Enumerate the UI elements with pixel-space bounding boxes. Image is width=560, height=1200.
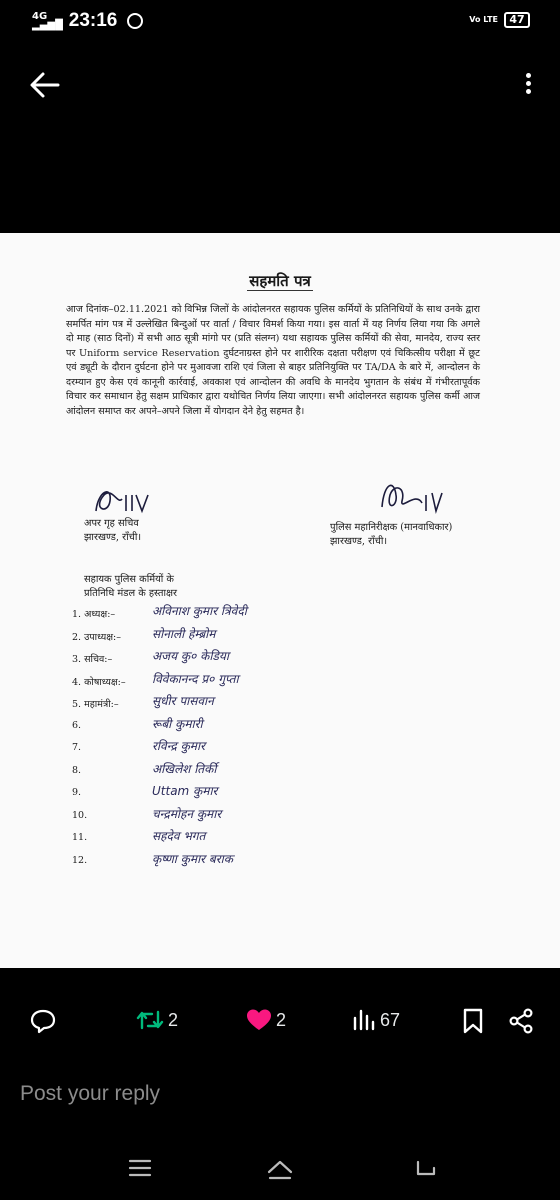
network-indicator	[32, 12, 63, 30]
back-arrow-icon[interactable]	[28, 68, 62, 102]
network-label: 4G	[32, 11, 48, 22]
like-count: 2	[276, 1009, 287, 1030]
share-button[interactable]	[508, 1008, 534, 1034]
whatsapp-icon	[127, 13, 143, 29]
handwritten-signature: अजय कु० केडिया	[152, 649, 229, 663]
bookmark-icon	[462, 1008, 484, 1034]
list-item: 12. कृष्णा कुमार बराक	[72, 851, 233, 866]
list-item: 7. रविन्द्र कुमार	[72, 739, 205, 753]
like-button[interactable]	[246, 1008, 286, 1032]
back-nav-icon[interactable]	[410, 1154, 438, 1182]
handwritten-signature: सुधीर पासवान	[152, 694, 214, 708]
battery-icon: 47	[504, 12, 530, 28]
reply-button[interactable]	[30, 1008, 56, 1034]
views-chart-icon	[352, 1008, 376, 1032]
retweet-count: 2	[168, 1009, 179, 1030]
list-item: 9. Uttam कुमार	[72, 784, 218, 798]
retweet-icon	[136, 1008, 164, 1032]
clock: 23:16	[68, 10, 118, 31]
post-action-bar	[0, 1000, 560, 1044]
handwritten-signature: अखिलेश तिर्की	[152, 761, 217, 776]
handwritten-signature: विवेकानन्द प्र० गुप्ता	[152, 671, 239, 686]
handwritten-signature: अविनाश कुमार त्रिवेदी	[152, 604, 247, 618]
more-options-icon[interactable]	[522, 70, 534, 104]
home-icon[interactable]	[266, 1154, 294, 1182]
views-button[interactable]	[352, 1008, 400, 1032]
document-title: सहमति पत्र	[249, 272, 311, 290]
heart-icon	[246, 1008, 272, 1032]
list-item: 8. अखिलेश तिर्की	[72, 761, 217, 776]
volte-indicator: Vo LTE	[469, 15, 498, 24]
list-item: 5. महामंत्री:– सुधीर पासवान	[72, 694, 214, 710]
right-signatory: पुलिस महानिरीक्षक (मानवाधिकार) झारखण्ड, राँची।	[330, 522, 453, 547]
left-signatory: अपर गृह सचिव झारखण्ड, राँची।	[84, 518, 142, 543]
handwritten-signature: सहदेव भगत	[152, 829, 206, 843]
signal-icon: ▂▄▆█	[32, 20, 63, 31]
right-signature	[372, 477, 452, 521]
handwritten-signature: सोनाली हेम्ब्रोम	[152, 626, 216, 641]
list-item: 3. सचिव:– अजय कु० केडिया	[72, 649, 229, 665]
list-item: 11. सहदेव भगत	[72, 829, 206, 843]
reply-icon	[30, 1008, 56, 1034]
view-count: 67	[380, 1009, 401, 1030]
reply-input[interactable]: Post your reply	[20, 1082, 161, 1105]
left-signature	[88, 481, 178, 521]
list-item: 1. अध्यक्ष:– अविनाश कुमार त्रिवेदी	[72, 604, 247, 620]
handwritten-signature: रविन्द्र कुमार	[152, 739, 205, 753]
retweet-button[interactable]	[136, 1008, 178, 1032]
bookmark-button[interactable]	[462, 1008, 484, 1034]
media-topbar	[0, 60, 560, 116]
document-image	[0, 233, 560, 968]
handwritten-signature: चन्द्रमोहन कुमार	[152, 806, 222, 821]
list-item: 10. चन्द्रमोहन कुमार	[72, 806, 222, 821]
list-item: 4. कोषाध्यक्ष:– विवेकानन्द प्र० गुप्ता	[72, 671, 239, 688]
handwritten-signature: Uttam कुमार	[152, 784, 218, 798]
status-bar	[0, 0, 560, 44]
recent-apps-icon[interactable]	[126, 1154, 154, 1182]
share-icon	[508, 1008, 534, 1034]
list-item: 6. रूबी कुमारी	[72, 716, 203, 731]
document-body: आज दिनांक–02.11.2021 को विभिन्न जिलों के आंदोलनरत सहायक पुलिस कर्मियों के प्रतिनिधियों के साथ उनके द्वारा समर्पित मांग पत्र में उल्लेखित बिन्दुओं पर वार्ता / विचार विमर्श किया गया। इस वार्ता में यह निर्णय लिया गया कि अगले दो माह (साठ दिनों) में सभी आठ सूत्री मांगो पर (प्रति संलग्न) यथा सहायक पुलिस कर्मियों की सेवा, मानदेय, राज्य स्तर पर Uniform service Reservation दुर्घटनाग्रस्त होने पर शारीरिक दक्षता परीक्षण एवं चिकित्सीय परीक्षा में छूट एवं ड्यूटी के दौरान दुर्घटना होने पर मुआवजा राशि एवं जिला से बाहर प्रतिनियुक्ति पर TA/DA के बारे में, आन्दोलन के दरम्यान हुए केस एवं कानूनी कार्रवाई, अवकाश एवं आन्दोलन की अवधि के मानदेय भुगतान के संबंध में गंभीरतापूर्वक विचार कर समाधान हेतु सक्षम प्राधिकार द्वारा यथोचित निर्णय लिया जाएगा। सभी आंदोलनरत सहायक पुलिस कर्मी आज आंदोलन समाप्त कर अपने–अपने जिला में योगदान देने हेतु सहमत है।	[66, 304, 480, 417]
system-navigation-bar	[0, 1148, 560, 1188]
delegation-signature-list	[72, 605, 332, 875]
delegation-heading: सहायक पुलिस कर्मियों के प्रतिनिधि मंडल के हस्ताक्षर	[84, 574, 178, 599]
list-item: 2. उपाध्यक्ष:– सोनाली हेम्ब्रोम	[72, 626, 216, 643]
handwritten-signature: रूबी कुमारी	[152, 716, 203, 731]
handwritten-signature: कृष्णा कुमार बराक	[152, 851, 233, 866]
